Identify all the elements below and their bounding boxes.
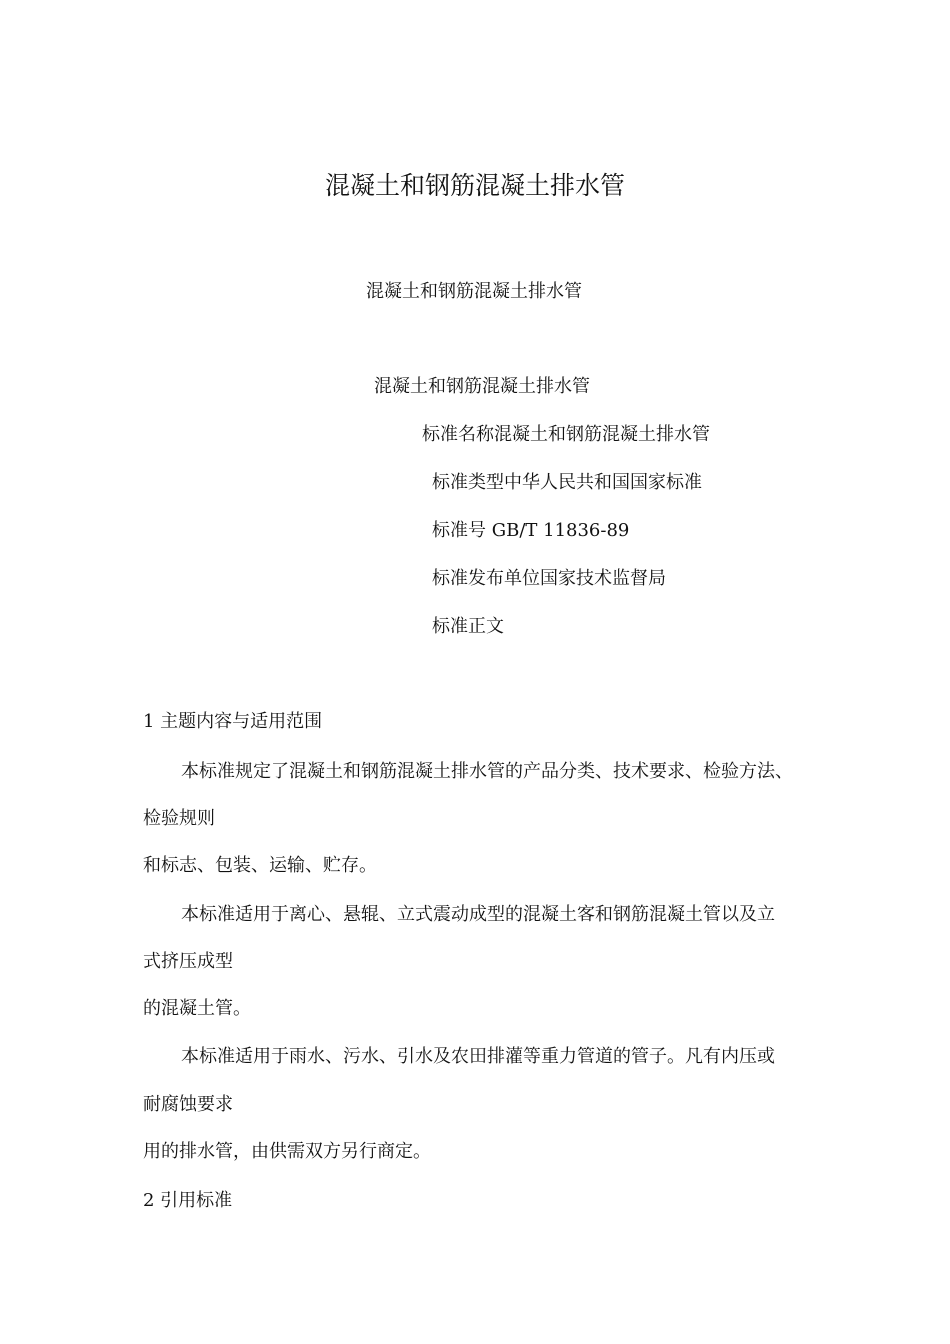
section-1-paragraph-2-line-2: 式挤压成型 — [143, 951, 233, 972]
section-1-paragraph-3-line-3: 用的排水管，由供需双方另行商定。 — [143, 1141, 431, 1162]
section-1-paragraph-1-line-3: 和标志、包装、运输、贮存。 — [143, 855, 377, 876]
section-2-heading: 2 引用标准 — [143, 1190, 233, 1211]
section-1-heading: 1 主题内容与适用范围 — [143, 711, 323, 732]
document-subtitle: 混凝土和钢筋混凝土排水管 — [366, 281, 582, 302]
section-1-paragraph-2-line-1: 本标准适用于离心、悬辊、立式震动成型的混凝土客和钢筋混凝土管以及立 — [181, 904, 775, 925]
document-title: 混凝土和钢筋混凝土排水管 — [324, 171, 625, 200]
meta-standard-number: 标准号 GB/T 11836-89 — [432, 520, 630, 541]
meta-standard-name: 标准名称混凝土和钢筋混凝土排水管 — [422, 424, 710, 445]
document-subheading: 混凝土和钢筋混凝土排水管 — [374, 376, 590, 397]
section-1-paragraph-1-line-1: 本标准规定了混凝土和钢筋混凝土排水管的产品分类、技术要求、检验方法、 — [181, 761, 793, 782]
section-1-paragraph-3-line-2: 耐腐蚀要求 — [143, 1094, 233, 1115]
meta-body-label: 标准正文 — [432, 616, 504, 637]
section-1-paragraph-1-line-2: 检验规则 — [143, 808, 215, 829]
section-1-paragraph-3-line-1: 本标准适用于雨水、污水、引水及农田排灌等重力管道的管子。凡有内压或 — [181, 1046, 775, 1067]
meta-publisher: 标准发布单位国家技术监督局 — [432, 568, 666, 589]
section-1-paragraph-2-line-3: 的混凝土管。 — [143, 998, 251, 1019]
meta-standard-type: 标准类型中华人民共和国国家标准 — [432, 472, 702, 493]
